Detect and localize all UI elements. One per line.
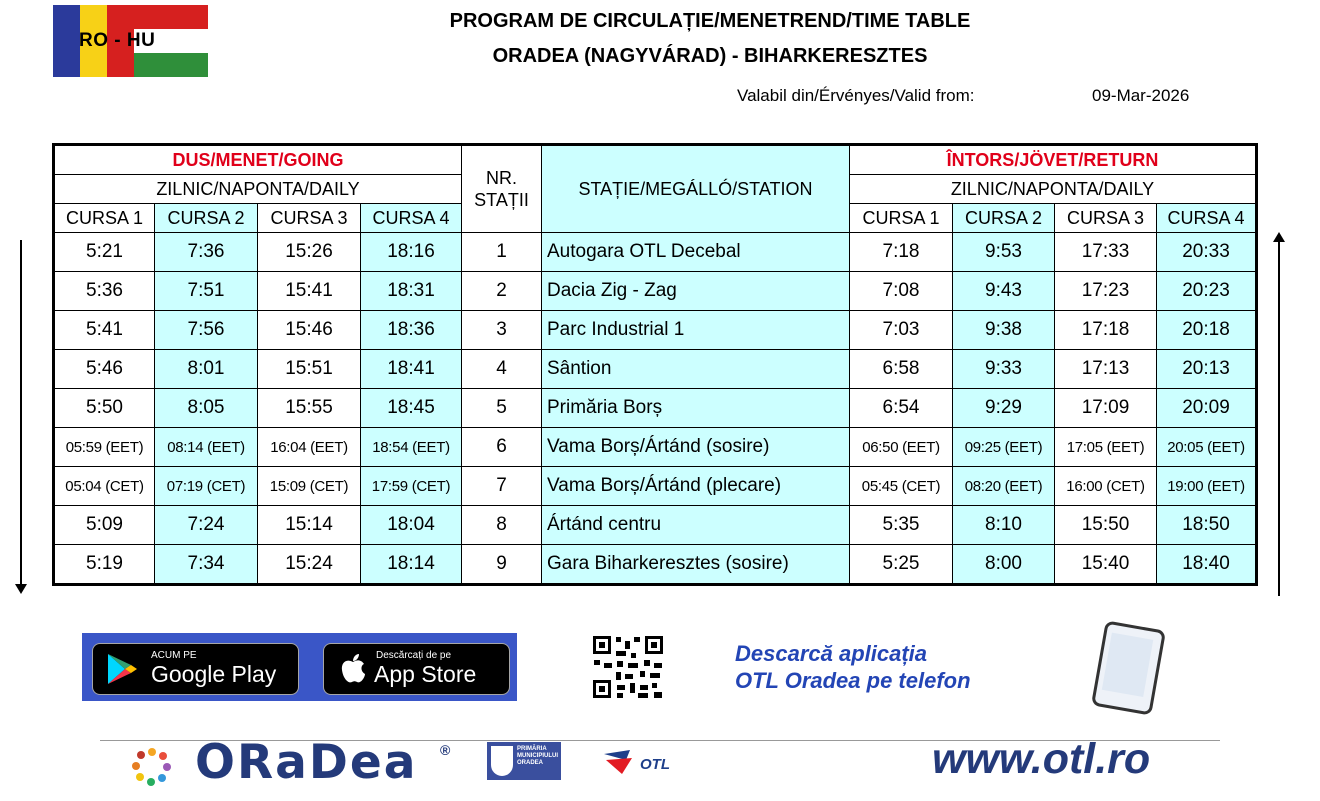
going-time-cell: 15:46: [258, 311, 361, 350]
going-time-cell: 15:41: [258, 272, 361, 311]
return-course-3: CURSA 3: [1055, 204, 1157, 233]
google-play-icon: [105, 653, 139, 685]
return-direction-arrow: [1278, 240, 1280, 596]
going-time-cell: 5:09: [54, 506, 155, 545]
return-time-cell: 6:58: [850, 350, 953, 389]
going-time-cell: 8:05: [155, 389, 258, 428]
return-time-cell: 8:00: [953, 545, 1055, 585]
going-time-cell: 18:36: [361, 311, 462, 350]
primaria-logo: [487, 742, 561, 780]
going-time-cell: 15:24: [258, 545, 361, 585]
page-title: PROGRAM DE CIRCULAȚIE/MENETREND/TIME TABLE: [449, 10, 971, 32]
return-time-cell: 15:40: [1055, 545, 1157, 585]
going-time-cell: 18:41: [361, 350, 462, 389]
route-title: ORADEA (NAGYVÁRAD) - BIHARKERESZTES: [492, 45, 928, 67]
station-number-cell: 6: [462, 428, 542, 467]
table-row: [54, 233, 1257, 272]
station-number-cell: 1: [462, 233, 542, 272]
going-course-1: CURSA 1: [54, 204, 155, 233]
going-time-cell: 18:31: [361, 272, 462, 311]
qr-code-icon[interactable]: [590, 633, 666, 701]
return-course-1: CURSA 1: [850, 204, 953, 233]
going-time-cell: 18:16: [361, 233, 462, 272]
going-time-cell: 7:56: [155, 311, 258, 350]
going-time-cell: 15:55: [258, 389, 361, 428]
return-time-cell: 16:00 (CET): [1055, 467, 1157, 506]
nr-stations-header: [462, 145, 542, 233]
oradea-dots-icon: [132, 746, 172, 786]
return-time-cell: 17:13: [1055, 350, 1157, 389]
station-number-cell: 4: [462, 350, 542, 389]
going-time-cell: 08:14 (EET): [155, 428, 258, 467]
return-time-cell: 17:18: [1055, 311, 1157, 350]
station-name-cell: Vama Borș/Ártánd (sosire): [542, 428, 850, 467]
station-number-cell: 3: [462, 311, 542, 350]
station-name-cell: Parc Industrial 1: [542, 311, 850, 350]
return-time-cell: 5:25: [850, 545, 953, 585]
return-time-cell: 7:03: [850, 311, 953, 350]
going-time-cell: 18:45: [361, 389, 462, 428]
return-course-4: CURSA 4: [1157, 204, 1257, 233]
return-time-cell: 05:45 (CET): [850, 467, 953, 506]
going-direction-arrow: [20, 240, 22, 592]
download-app-line2: OTL Oradea pe telefon: [735, 668, 971, 693]
table-row: [54, 272, 1257, 311]
return-time-cell: 06:50 (EET): [850, 428, 953, 467]
going-time-cell: 15:51: [258, 350, 361, 389]
return-time-cell: 9:53: [953, 233, 1055, 272]
timetable: [52, 143, 1258, 586]
return-time-cell: 20:09: [1157, 389, 1257, 428]
return-time-cell: 9:43: [953, 272, 1055, 311]
return-time-cell: 8:10: [953, 506, 1055, 545]
going-time-cell: 05:04 (CET): [54, 467, 155, 506]
store-badges-bar: [82, 633, 517, 701]
station-name-cell: Autogara OTL Decebal: [542, 233, 850, 272]
return-time-cell: 18:50: [1157, 506, 1257, 545]
going-time-cell: 15:14: [258, 506, 361, 545]
otl-mark-icon: [600, 744, 636, 778]
station-number-cell: 7: [462, 467, 542, 506]
return-course-2: CURSA 2: [953, 204, 1055, 233]
return-time-cell: 08:20 (EET): [953, 467, 1055, 506]
google-play-small: ACUM PE: [151, 650, 197, 661]
going-time-cell: 18:04: [361, 506, 462, 545]
otl-logo: [600, 744, 680, 778]
otl-logo-text: OTL: [640, 756, 670, 773]
going-time-cell: 7:51: [155, 272, 258, 311]
return-time-cell: 19:00 (EET): [1157, 467, 1257, 506]
registered-mark: ®: [440, 742, 451, 758]
going-title: DUS/MENET/GOING: [54, 145, 462, 175]
going-time-cell: 5:46: [54, 350, 155, 389]
station-number-cell: 8: [462, 506, 542, 545]
return-time-cell: 18:40: [1157, 545, 1257, 585]
table-row: [54, 467, 1257, 506]
going-time-cell: 5:19: [54, 545, 155, 585]
station-name-cell: Gara Biharkeresztes (sosire): [542, 545, 850, 585]
download-app-line1: Descarcă aplicația: [735, 641, 928, 666]
return-title: ÎNTORS/JÖVET/RETURN: [850, 145, 1257, 175]
station-name-cell: Sântion: [542, 350, 850, 389]
going-time-cell: 5:50: [54, 389, 155, 428]
return-time-cell: 6:54: [850, 389, 953, 428]
return-time-cell: 20:33: [1157, 233, 1257, 272]
going-time-cell: 8:01: [155, 350, 258, 389]
table-row: [54, 428, 1257, 467]
return-time-cell: 17:23: [1055, 272, 1157, 311]
station-header: STAȚIE/MEGÁLLÓ/STATION: [542, 145, 850, 233]
return-daily-label: ZILNIC/NAPONTA/DAILY: [850, 175, 1257, 204]
return-time-cell: 7:08: [850, 272, 953, 311]
google-play-button[interactable]: [92, 643, 299, 695]
return-time-cell: 09:25 (EET): [953, 428, 1055, 467]
station-name-cell: Dacia Zig - Zag: [542, 272, 850, 311]
ro-hu-flag: [53, 5, 208, 77]
app-store-label: App Store: [374, 661, 477, 687]
going-daily-label: ZILNIC/NAPONTA/DAILY: [54, 175, 462, 204]
going-time-cell: 5:21: [54, 233, 155, 272]
return-time-cell: 5:35: [850, 506, 953, 545]
phone-app-icon: [1091, 620, 1166, 715]
apple-icon: [340, 653, 366, 685]
return-time-cell: 9:38: [953, 311, 1055, 350]
table-row: [54, 506, 1257, 545]
station-number-cell: 9: [462, 545, 542, 585]
return-time-cell: 20:13: [1157, 350, 1257, 389]
return-time-cell: 20:18: [1157, 311, 1257, 350]
table-row: [54, 311, 1257, 350]
going-time-cell: 7:34: [155, 545, 258, 585]
going-time-cell: 7:24: [155, 506, 258, 545]
going-time-cell: 07:19 (CET): [155, 467, 258, 506]
download-app-text: [735, 640, 971, 694]
station-name-cell: Vama Borș/Ártánd (plecare): [542, 467, 850, 506]
table-row: [54, 545, 1257, 585]
station-name-cell: Ártánd centru: [542, 506, 850, 545]
return-time-cell: 15:50: [1055, 506, 1157, 545]
going-time-cell: 7:36: [155, 233, 258, 272]
app-store-small: Descărcați de pe: [376, 650, 452, 661]
valid-from-label: Valabil din/Érvényes/Valid from:: [737, 86, 975, 105]
return-time-cell: 9:33: [953, 350, 1055, 389]
going-course-4: CURSA 4: [361, 204, 462, 233]
going-time-cell: 15:26: [258, 233, 361, 272]
going-time-cell: 18:54 (EET): [361, 428, 462, 467]
station-name-cell: Primăria Borș: [542, 389, 850, 428]
return-time-cell: 20:23: [1157, 272, 1257, 311]
oradea-logo: ORaDea: [195, 735, 418, 790]
going-time-cell: 16:04 (EET): [258, 428, 361, 467]
table-row: [54, 389, 1257, 428]
going-time-cell: 17:59 (CET): [361, 467, 462, 506]
station-number-cell: 2: [462, 272, 542, 311]
return-time-cell: 17:05 (EET): [1055, 428, 1157, 467]
going-time-cell: 18:14: [361, 545, 462, 585]
primaria-text: PRIMĂRIA MUNICIPIULUI ORADEA: [517, 746, 558, 766]
going-time-cell: 15:09 (CET): [258, 467, 361, 506]
going-time-cell: 5:36: [54, 272, 155, 311]
going-time-cell: 5:41: [54, 311, 155, 350]
return-time-cell: 20:05 (EET): [1157, 428, 1257, 467]
return-time-cell: 7:18: [850, 233, 953, 272]
going-course-3: CURSA 3: [258, 204, 361, 233]
nr-label: NR. STAȚII: [474, 168, 529, 210]
return-time-cell: 9:29: [953, 389, 1055, 428]
flag-label: RO - HU: [79, 30, 156, 51]
station-number-cell: 5: [462, 389, 542, 428]
return-time-cell: 17:09: [1055, 389, 1157, 428]
app-store-button[interactable]: [323, 643, 510, 695]
valid-from-date: 09-Mar-2026: [1092, 86, 1190, 105]
going-course-2: CURSA 2: [155, 204, 258, 233]
google-play-label: Google Play: [151, 661, 277, 687]
going-time-cell: 05:59 (EET): [54, 428, 155, 467]
table-row: [54, 350, 1257, 389]
website-link[interactable]: www.otl.ro: [932, 735, 1151, 783]
return-time-cell: 17:33: [1055, 233, 1157, 272]
crest-icon: [491, 746, 513, 776]
